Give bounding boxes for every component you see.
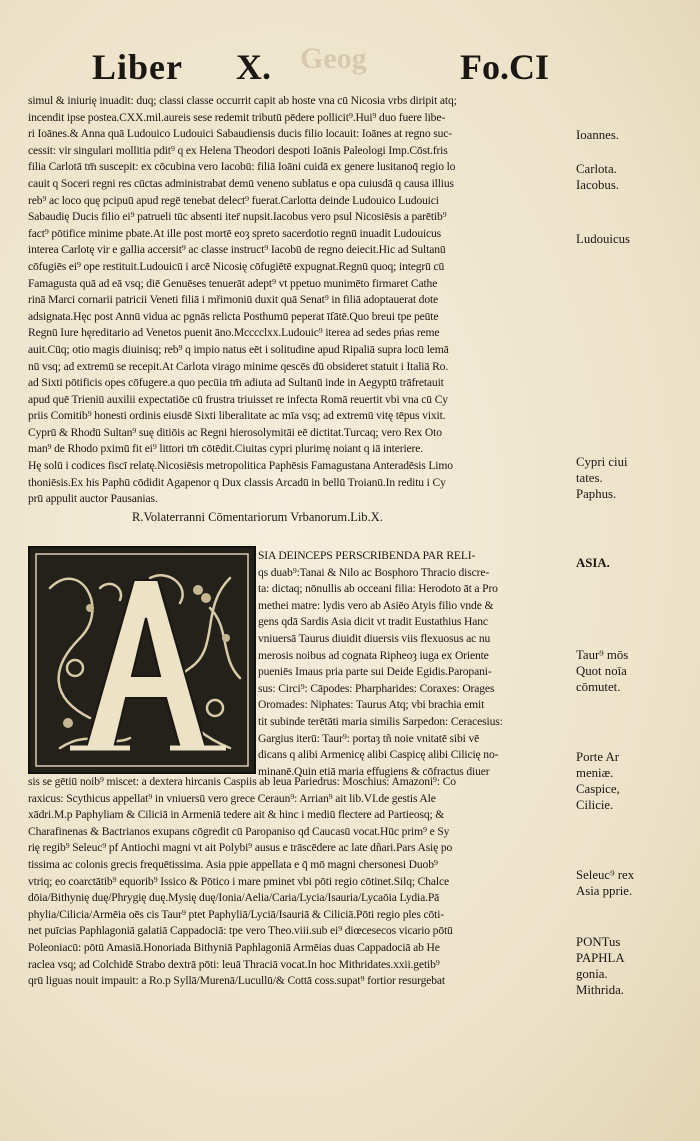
text-line: vtriq; eo coarctātib⁹ equorib⁹ Issico & Pōtico i mare pminet vbi pōti regio cōtinet.Silq; Chalce xyxy=(28,874,449,888)
text-line: Gargius iterū: Taur⁹: portaȝ tñ noie vnitatē sibi vē xyxy=(258,731,480,745)
text-line: SIA DEINCEPS PERSCRIBENDA PAR RELI- xyxy=(258,549,476,562)
margin-note-pontus: PONTus xyxy=(576,935,621,949)
margin-note-meniae: meniæ. xyxy=(576,766,614,780)
text-line: ri Ioānes.& Anna quā Ludouico Ludouici Sabaudiensis ducis filio locauit: Ioānes at regno suc- xyxy=(28,127,452,141)
margin-note-porte-ar: Porte Ar xyxy=(576,750,620,764)
text-line: filia Carlotā tm̄ suscepit: ex cōcubina vero Iacobū: filiā Ioāni cuidā ex genere lusitanoq̄ regio lo xyxy=(28,160,456,174)
margin-note-mithrida: Mithrida. xyxy=(576,983,624,997)
text-line: tit subinde terētāti maria similis Sarpedon: Ceracesius: xyxy=(258,714,503,728)
folio-number: Fo.CI xyxy=(460,47,549,87)
initial-ornament-icon xyxy=(30,548,254,772)
margin-note-asia: ASIA. xyxy=(576,556,610,570)
text-line: adsignata.Hęc post Annū vidua ac pgnās relicta Posthumū peperat īfātē.Quo breui tpe peūte xyxy=(28,309,439,323)
text-line: vniuersā Taurus diuidit diuersis viis flexuosus ac nu xyxy=(258,631,491,645)
text-line: phylia/Cilicia/Armēia oēs cis Taur⁹ ptet Paphyliā/Lyciā/Isauriā & Ciliciā.Pōti regio ples cōti- xyxy=(28,907,445,921)
text-line: priis Comitib⁹ honesti ordinis eiusdē Sixti liberalitate ac mīa vsq; ad extremū vitę tēpus vixit. xyxy=(28,409,446,423)
margin-note-quot-noia: Quot noīa xyxy=(576,664,627,678)
text-line: Sabaudię Ducis filio ei⁹ patrueli tūc absenti iter̄ nupsit.Iacobus vero psul Nicosiēsis a parētib⁹ xyxy=(28,210,447,224)
text-line: merosis noibus ad cognata Ripheoȝ iuga ex Oriente xyxy=(258,648,489,662)
text-line: ta: dictaq; nōnullis ab occeani filia: Herodoto āt a Pro xyxy=(258,582,498,596)
text-line: pueniēs Imaus pria parte sui Deide Egidis.Paropani- xyxy=(258,665,492,679)
text-line: cessit: vir singulari mollitia pdit⁹ q ex Helena Theodori despoti Ioānis Paleologi Imp.Cōst.fris xyxy=(28,143,448,157)
decorated-initial-a xyxy=(28,546,256,774)
running-head xyxy=(0,40,700,96)
text-line: nū vsq; ad extremū se recepit.At Carlota virago minime qescēs dū obsideret statuit i Italiā Ro. xyxy=(28,359,449,373)
margin-note-gonia: gonia. xyxy=(576,967,608,981)
text-line: raclea vsq; ad Colchidē Strabo dextrā pōti: leuā Thraciā vocat.In hoc Mithridates.xxii.getib⁹ xyxy=(28,957,440,971)
text-block-cyprus xyxy=(28,93,568,508)
text-line: fact⁹ pōtifice minime pbate.At ille post mortē eoȝ spreto sacerdotio regnū inuadit Ludouicus xyxy=(28,226,442,240)
margin-note-tates: tates. xyxy=(576,471,603,485)
margin-note-asia-pprie: Asia pprie. xyxy=(576,884,633,898)
text-line: Charafinenas & Bactrianos exupans cōgredit cū Paropaniso qd Caucasū vocat.Hūc prim⁹ e Sy xyxy=(28,824,450,838)
margin-note-cypri-ciui: Cypri ciui xyxy=(576,455,628,469)
margin-note-ludouicus: Ludouicus xyxy=(576,232,631,246)
text-line: qrū liguas nouit impauit: a Ro.p Syllā/Murenā/Lucullū/& Cottā coss.supat⁹ fortior resurgebat xyxy=(28,974,445,988)
text-line: raxicus: Scythicus appellat⁹ in vniuersū vero grece Ceraun⁹: Arrian⁹ ait lib.VI.de gestis Ale xyxy=(28,791,436,805)
margin-note-ioannes: Ioannes. xyxy=(576,128,619,142)
text-block-asia-beside-initial xyxy=(258,548,564,780)
text-line: Famagusta quā ad eā vsq; diē Genuēses tenuerāt adept⁹ vt ppetuo munimēto firmaret Cathe xyxy=(28,276,438,290)
text-line: reb⁹ ac loco quę pcipuū apud regē tenebat delect⁹ fuerat.Carlotta deinde Ludouico Ludouici xyxy=(28,193,439,207)
text-line: tissima ac colonis grecis frequētissima. Asia ppie appellata e q̄ mō magni chersonesi Duob⁹ xyxy=(28,857,438,871)
margin-note-seleucus-rex: Seleuc⁹ rex xyxy=(576,868,635,882)
text-line: incendit ipse postea.CXX.mil.aureis sese redemit tributū pēdere pollicit⁹.Hui⁹ duo fuere libe- xyxy=(28,110,446,124)
text-line: ad Sixti pōtificis opes cōfugere.a quo pecūia tm̄ adiuta ad Sultanū inde in Aegyptū trāfretauit xyxy=(28,376,444,390)
text-line: rinā Marci cornarii patricii Veneti filiā i mřimoniū duxit quā Senat⁹ in filiā adoptauerat dote xyxy=(28,293,439,307)
margin-note-paphus: Paphus. xyxy=(576,487,617,501)
text-line: cōfugiēs ei⁹ ope restituit.Ludouicū i arcē Nicosię cōfugiētē expugnat.Regnū quoq; integrū cū xyxy=(28,259,445,273)
text-line: dōia/Bithynię duę/Phrygię duę.Mysię duę/Ionia/Aelia/Caria/Lycia/Isauria/Lycaōia Lydia.Pā xyxy=(28,891,440,905)
margin-note-carlota: Carlota. xyxy=(576,162,617,176)
text-line: Hę solū i codices fiscī relatę.Nicosiēsis metropolitica Paphēsis Famagustana Anteradēsis Limo xyxy=(28,459,453,473)
text-line: xādri.M.p Paphyliam & Ciliciā in Armeniā tedere ait & hinc i mediū flectere ad Partieosq; & xyxy=(28,808,445,822)
text-line: dicans q alibi Armenicę alibi Caspicę alibi Cilicię no- xyxy=(258,748,499,762)
margin-note-cilicie: Cilicie. xyxy=(576,798,614,812)
text-line: gens qdā Sardis Asia dicit vt tradit Eustathius Hanc xyxy=(258,615,488,629)
text-line: interea Carlotę vir e gallia accersit⁹ ac classe instruct⁹ Iacobū de regno deiecit.Hic ad Sultanū xyxy=(28,243,446,257)
text-line: auit.Cūq; otio magis diuinisq; reb⁹ q impio natus eēt i solitudine apud Ripaliā supra locū lemā xyxy=(28,342,449,356)
colophon-line: R.Volaterranni Cōmentariorum Vrbanorum.Lib.X. xyxy=(132,510,383,524)
bleed-through-text: Geog xyxy=(300,42,367,75)
margin-note-paphla: PAPHLA xyxy=(576,951,625,965)
running-head-liber: Liber xyxy=(92,47,183,87)
text-block-asia-full-width xyxy=(28,774,568,990)
text-line: apud quē Trieniū auxilii expectatiōe cū frustra triuisset re infecta Romā reuertit vbi vna cū Cy xyxy=(28,392,448,406)
text-line: Oromades: Niphates: Taurus Atq; vbi brachia emit xyxy=(258,698,485,712)
text-line: cauit q Soceri regni res cūctas administrabat demū veneno sublatus e opa cuiusdā q causa illius xyxy=(28,176,454,190)
margin-note-caspice: Caspice, xyxy=(576,782,620,796)
text-line: Poleoniacū: pōtū Amasiā.Honoriada Bithyniā Paphlagoniā Armēias duas Cappadociā ab He xyxy=(28,940,440,954)
margin-note-iacobus: Iacobus. xyxy=(576,178,619,192)
margin-note-comutet: cōmutet. xyxy=(576,680,621,694)
text-line: man⁹ de Rhodo pximū fit ei⁹ littori tm̄ cōtēdit.Ciuitas cypri plurimę noiant q iā interiere. xyxy=(28,442,423,456)
text-line: methei matre: lydis vero ab Asiēo Atyis filio vnde & xyxy=(258,598,494,612)
text-line: sis se gētiū noib⁹ miscet: a dextera hircanis Caspiis ab leua Pariedrus: Moschius: Amazoni⁹: Co xyxy=(28,775,456,788)
running-head-book-number: X. xyxy=(236,47,271,87)
text-line: qs duab⁹:Tanai & Nilo ac Bosphoro Thracio discre- xyxy=(258,565,490,579)
text-line: Regnū Iure hęreditario ad Venetos puenit āno.Mcccclxx.Ludouic⁹ iterea ad sedes pńas reme xyxy=(28,326,440,340)
margin-note-taurus-mons: Taur⁹ mōs xyxy=(576,648,629,662)
text-line: minanē.Quin etiā maria effugiens & cōfractus diuer xyxy=(258,764,490,778)
text-line: Cyprū & Rhodū Sultan⁹ suę ditiōis ac Regni hierosolymitāi eē dictitat.Turcaq; vero Rex Oto xyxy=(28,425,442,439)
text-line: simul & iniurię inuadit: duq; classi classe occurrit capit ab hoste vna cū Nicosia vrbs diripit atq; xyxy=(28,94,457,107)
text-line: thoniēsis.Ex his Paphū cōdidit Agapenor q Dux classis Arcadū in bellū Troianū.In reditu i Cy xyxy=(28,475,446,489)
text-line: sus: Circi⁹: Cāpodes: Pharpharides: Coraxes: Orages xyxy=(258,681,495,695)
text-line: rię regib⁹ Seleuc⁹ pf Antiochi magni vt ait Polybi⁹ ausus e trāscēdere ac late dñari.Pars Asię po xyxy=(28,841,453,855)
text-line: prū appulit auctor Pausanias. xyxy=(28,492,158,506)
text-line: net puīcias Paphlagoniā galatiā Cappadociā: tpe vero Theo.viii.sub ei⁹ diœcesecos vicario pōtū xyxy=(28,924,453,938)
